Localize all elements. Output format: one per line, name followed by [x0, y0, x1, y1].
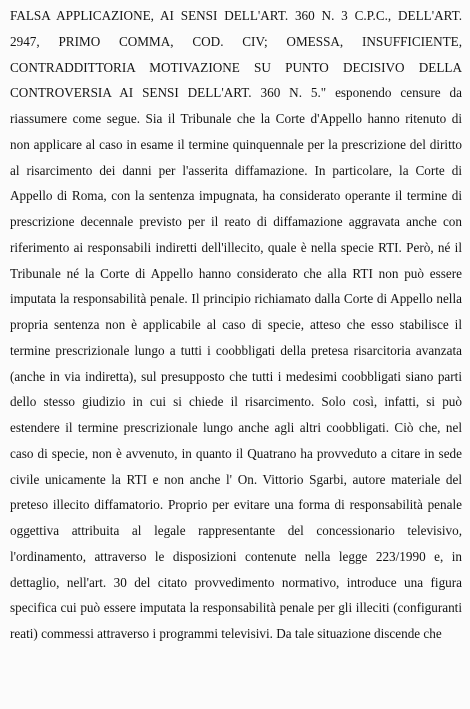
text-line: non applicare al caso in esame il termine quinquennale per la prescrizione del diritto	[10, 136, 462, 152]
text-line: preteso illecito diffamatorio. Proprio per evitare una forma di responsabilità penale	[10, 497, 462, 513]
text-line: Tribunale né la Corte di Appello hanno considerato che alla RTI non può essere	[10, 265, 462, 281]
text-line: dettaglio, nell'art. 30 del citato provvedimento normativo, introduce una figura	[10, 574, 462, 590]
text-line: l'ordinamento, attraverso le disposizioni contenute nella legge 223/1990 e, in	[10, 548, 462, 564]
text-line: CONTROVERSIA AI SENSI DELL'ART. 360 N. 5." esponendo censure da	[10, 85, 462, 101]
text-line: oggettiva attribuita al legale rappresentante del concessionario televisivo,	[10, 523, 462, 538]
text-line: reati) commessi attraverso i programmi televisivi. Da tale situazione discende che	[10, 626, 442, 641]
text-line: al risarcimento dei danni per l'asserita diffamazione. In particolare, la Corte di	[10, 162, 462, 178]
text-line: riassumere come segue. Sia il Tribunale che la Corte d'Appello hanno ritenuto di	[10, 111, 462, 126]
text-line: specifica cui può essere imputata la responsabilità penale per gli illeciti (configuranti	[10, 600, 462, 616]
text-line: (anche in via indiretta), sul presupposto che tutti i medesimi coobbligati siano parti	[10, 368, 462, 384]
text-line: riferimento ai responsabili indiretti dell'illecito, quale è nella specie RTI. Però, né il	[10, 239, 462, 255]
text-line: civile unicamente la RTI e non anche l' On. Vittorio Sgarbi, autore materiale del	[10, 471, 462, 487]
text-line: propria sentenza non è applicabile al caso di specie, atteso che esso stabilisce il	[10, 317, 462, 332]
text-line: FALSA APPLICAZIONE, AI SENSI DELL'ART. 360 N. 3 C.P.C., DELL'ART.	[10, 8, 462, 23]
text-line: Appello di Roma, con la sentenza impugnata, ha considerato operante il termine di	[10, 188, 462, 204]
text-line: prescrizione decennale previsto per il reato di diffamazione aggravata anche con	[10, 214, 462, 229]
text-line: dello stesso giudizio in cui si chiede il risarcimento. Solo così, infatti, si può	[10, 394, 462, 410]
text-line: estendere il termine prescrizionale lungo anche agli altri coobbligati. Ciò che, nel	[10, 420, 462, 435]
text-line: termine prescrizionale lungo a tutti i coobbligati della pretesa risarcitoria avanzata	[10, 342, 462, 358]
text-line: CONTRADDITTORIA MOTIVAZIONE SU PUNTO DECISIVO DELLA	[10, 59, 462, 75]
text-line: imputata la responsabilità penale. Il principio richiamato dalla Corte di Appello nella	[10, 291, 462, 307]
text-line: 2947, PRIMO COMMA, COD. CIV; OMESSA, INSUFFICIENTE,	[10, 33, 462, 49]
text-line: caso di specie, non è avvenuto, in quanto il Quatrano ha provveduto a citare in sede	[10, 445, 462, 461]
